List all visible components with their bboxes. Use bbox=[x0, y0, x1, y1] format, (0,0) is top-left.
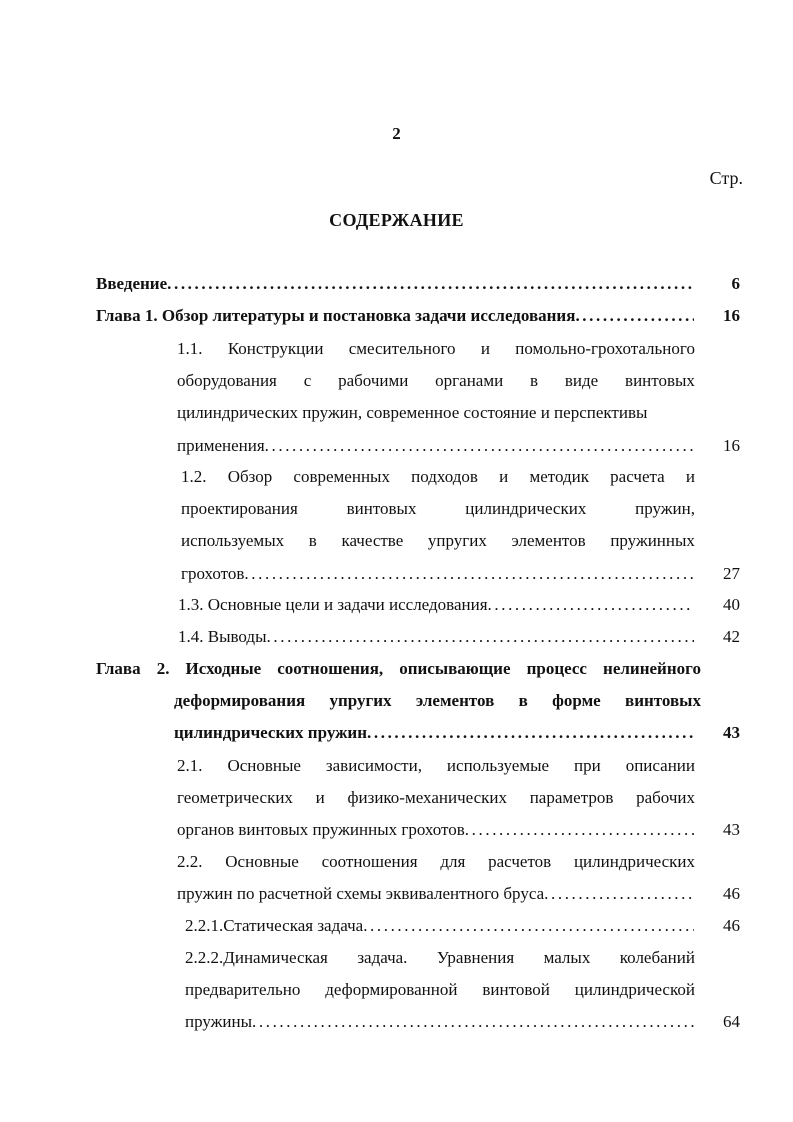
toc-entry-text-line: 1.2. Обзор современных подходов и методик расчета и bbox=[181, 467, 695, 486]
toc-entry-text-line: 1.1. Конструкции смесительного и помольно-грохотального bbox=[177, 339, 695, 358]
toc-page-number: 46 bbox=[723, 916, 740, 935]
leader-dots bbox=[488, 589, 694, 621]
toc-entry-text-line: оборудования с рабочими органами в виде винтовых bbox=[177, 371, 695, 391]
toc-entry-1-3[interactable] bbox=[178, 589, 740, 621]
toc-entry-label: 2.2.1.Статическая задача bbox=[185, 916, 364, 935]
leader-dots bbox=[167, 268, 694, 300]
leader-dots bbox=[544, 878, 694, 910]
leader-dots bbox=[267, 621, 694, 653]
toc-page-number: 42 bbox=[723, 627, 740, 646]
leader-dots bbox=[367, 717, 694, 749]
toc-page-number: 27 bbox=[723, 563, 740, 583]
toc-entry-1-4[interactable] bbox=[178, 621, 740, 653]
toc-entry-text-line: геометрических и физико-механических параметров рабочих bbox=[177, 788, 695, 808]
toc-entry-2-2-1[interactable] bbox=[185, 910, 740, 942]
toc-entry-text-line: 2.2. Основные соотношения для расчетов цилиндрических bbox=[177, 852, 695, 871]
toc-entry-text-line: предварительно деформированной винтовой цилиндрической bbox=[185, 980, 695, 1000]
toc-entry-text-line: деформирования упругих элементов в форме винтовых bbox=[174, 691, 701, 711]
toc-page-number: 46 bbox=[723, 884, 740, 904]
toc-entry-label: Введение bbox=[96, 274, 168, 293]
toc-page-number: 64 bbox=[723, 1012, 740, 1032]
toc-entry-1-2[interactable] bbox=[181, 461, 740, 590]
toc-entry-label: органов винтовых пружинных грохотов bbox=[177, 820, 465, 840]
toc-entry-introduction[interactable] bbox=[96, 268, 740, 300]
toc-entry-2-2-2[interactable] bbox=[185, 942, 740, 1039]
toc-entry-label: 1.4. Выводы bbox=[178, 627, 267, 646]
toc-entry-2-1[interactable] bbox=[177, 750, 740, 847]
leader-dots bbox=[244, 558, 694, 590]
toc-page-number: 43 bbox=[723, 723, 740, 743]
toc-entry-label: Глава 1. Обзор литературы и постановка задачи исследования bbox=[96, 306, 576, 325]
leader-dots bbox=[252, 1006, 694, 1038]
toc-entry-text-line: Глава 2. Исходные соотношения, описывающие процесс нелинейного bbox=[96, 659, 701, 678]
leader-dots bbox=[363, 910, 694, 942]
toc-entry-chapter-1[interactable] bbox=[96, 300, 740, 332]
toc-page-number: 16 bbox=[723, 435, 740, 455]
toc-page-number: 16 bbox=[723, 306, 740, 325]
toc-entry-text-line: проектирования винтовых цилиндрических пружин, bbox=[181, 499, 695, 519]
toc-entry-text-line: цилиндрических пружин, современное состояние и перспективы bbox=[177, 403, 648, 423]
leader-dots bbox=[575, 300, 694, 332]
toc-entry-text-line: 2.1. Основные зависимости, используемые при описании bbox=[177, 756, 695, 775]
toc-title: СОДЕРЖАНИЕ bbox=[329, 210, 464, 230]
toc-page-number: 40 bbox=[723, 595, 740, 614]
page-column-label: Стр. bbox=[709, 168, 743, 188]
page-number: 2 bbox=[392, 124, 401, 143]
toc-entry-2-2[interactable] bbox=[177, 846, 740, 910]
toc-entry-label: грохотов bbox=[181, 563, 245, 583]
toc-entry-text-line: используемых в качестве упругих элементов пружинных bbox=[181, 531, 695, 551]
toc-entry-label: пружин по расчетной схемы эквивалентного бруса bbox=[177, 884, 545, 904]
toc-entry-label: пружины bbox=[185, 1012, 253, 1032]
toc-page-number: 6 bbox=[731, 274, 740, 293]
toc-entry-1-1[interactable] bbox=[177, 333, 740, 462]
toc-entry-text-line: 2.2.2.Динамическая задача. Уравнения малых колебаний bbox=[185, 948, 695, 967]
toc-entry-label: 1.3. Основные цели и задачи исследования bbox=[178, 595, 488, 614]
toc-entry-label: цилиндрических пружин bbox=[174, 723, 368, 743]
toc-page-number: 43 bbox=[723, 820, 740, 840]
toc-entry-chapter-2[interactable] bbox=[96, 653, 740, 750]
leader-dots bbox=[465, 814, 694, 846]
toc-entry-label: применения bbox=[177, 435, 265, 455]
leader-dots bbox=[265, 430, 694, 462]
